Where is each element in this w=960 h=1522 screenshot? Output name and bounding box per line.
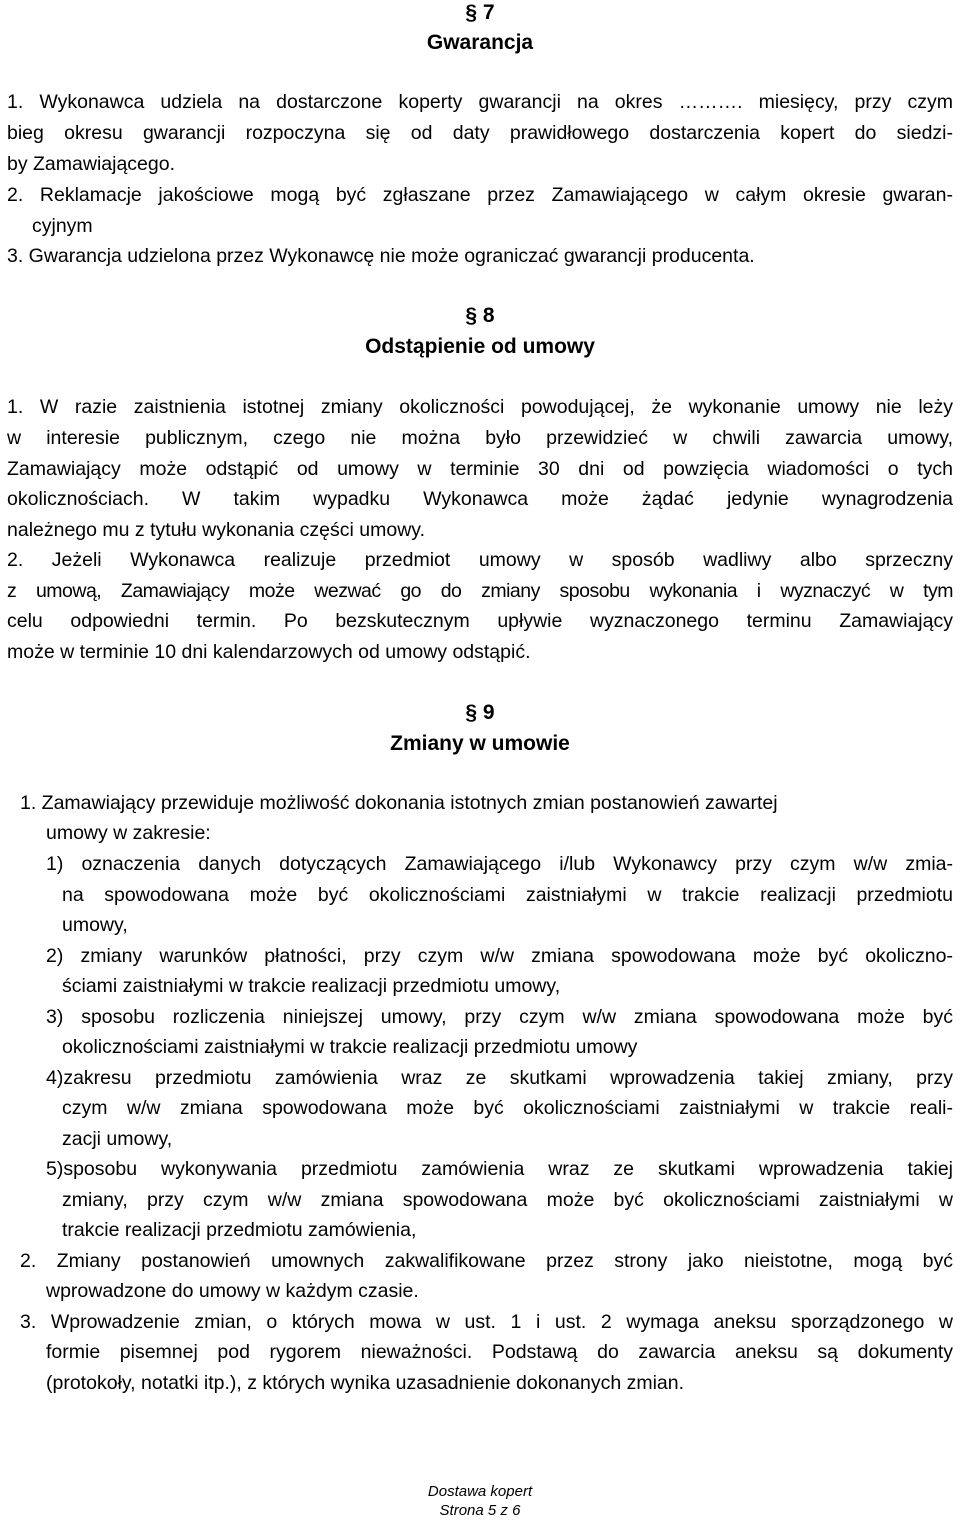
section-8-line: Zamawiający może odstąpić od umowy w terminie 30 dni od powzięcia wiadomości o tych [7, 458, 953, 480]
section-9-line: wprowadzone do umowy w każdym czasie. [46, 1280, 419, 1302]
section-8-title: Odstąpienie od umowy [365, 335, 595, 358]
section-7-title: Gwarancja [426, 31, 534, 54]
section-7-line: 3. Gwarancja udzielona przez Wykonawcę nie może ograniczać gwarancji producenta. [7, 245, 755, 267]
section-9-line: czym w/w zmiana spowodowana może być okolicznościami zaistniałymi w trakcie reali- [62, 1097, 953, 1119]
section-9-line: 2) zmiany warunków płatności, przy czym w/w zmiana spowodowana może być okoliczno- [46, 945, 953, 967]
section-7-line: 1. Wykonawca udziela na dostarczone koperty gwarancji na okres ………. miesięcy, przy czym [7, 91, 953, 113]
section-9-line: 4)zakresu przedmiotu zamówienia wraz ze skutkami wprowadzenia takiej zmiany, przy [46, 1067, 953, 1089]
section-7-line: cyjnym [32, 215, 93, 237]
section-9-line: umowy, [62, 914, 128, 936]
section-9-line: okolicznościami zaistniałymi w trakcie realizacji przedmiotu umowy [62, 1036, 638, 1058]
section-9-line: 3. Wprowadzenie zmian, o których mowa w ust. 1 i ust. 2 wymaga aneksu sporządzonego w [20, 1311, 953, 1333]
section-9-line: trakcie realizacji przedmiotu zamówienia, [62, 1219, 417, 1241]
section-7-line: by Zamawiającego. [7, 153, 175, 175]
section-9-line: 2. Zmiany postanowień umownych zakwalifikowane przez strony jako nieistotne, mogą być [20, 1250, 953, 1272]
footer-document-title: Dostawa kopert [427, 1483, 533, 1500]
section-8-number: § 8 [465, 304, 495, 327]
section-7-number: § 7 [465, 1, 495, 24]
section-9-line: umowy w zakresie: [46, 822, 211, 844]
section-9-line: (protokoły, notatki itp.), z których wynika uzasadnienie dokonanych zmian. [46, 1372, 685, 1394]
section-8-line: z umową, Zamawiający może wezwać go do zmiany sposobu wykonania i wyznaczyć w tym [7, 580, 953, 602]
section-8-line: 2. Jeżeli Wykonawca realizuje przedmiot umowy w sposób wadliwy albo sprzeczny [7, 549, 953, 571]
section-7-line: 2. Reklamacje jakościowe mogą być zgłaszane przez Zamawiającego w całym okresie gwaran- [7, 184, 953, 206]
section-9-line: 5)sposobu wykonywania przedmiotu zamówienia wraz ze skutkami wprowadzenia takiej [46, 1158, 953, 1180]
section-8-line: może w terminie 10 dni kalendarzowych od umowy odstąpić. [7, 641, 531, 663]
section-9-title: Zmiany w umowie [390, 732, 570, 755]
section-8-line: 1. W razie zaistnienia istotnej zmiany okoliczności powodującej, że wykonanie umowy nie leży [7, 396, 953, 418]
section-9-line: 1) oznaczenia danych dotyczących Zamawiającego i/lub Wykonawcy przy czym w/w zmia- [46, 853, 953, 875]
section-9-number: § 9 [465, 701, 495, 724]
section-9-line: zacji umowy, [62, 1128, 173, 1150]
section-8-line: w interesie publicznym, czego nie można było przewidzieć w chwili zawarcia umowy, [7, 427, 953, 449]
section-9-line: zmiany, przy czym w/w zmiana spowodowana może być okolicznościami zaistniałymi w [62, 1189, 953, 1211]
section-8-line: celu odpowiedni termin. Po bezskutecznym upływie wyznaczonego terminu Zamawiający [7, 610, 953, 632]
section-9-line: 3) sposobu rozliczenia niniejszej umowy, przy czym w/w zmiana spowodowana może być [46, 1006, 953, 1028]
section-8-line: okolicznościach. W takim wypadku Wykonawca może żądać jedynie wynagrodzenia [7, 488, 953, 510]
footer-page-number: Strona 5 z 6 [439, 1502, 521, 1519]
section-8-line: należnego mu z tytułu wykonania części umowy. [7, 519, 426, 541]
section-9-line: 1. Zamawiający przewiduje możliwość dokonania istotnych zmian postanowień zawartej [20, 792, 778, 814]
section-9-line: ściami zaistniałymi w trakcie realizacji przedmiotu umowy, [62, 975, 561, 997]
section-9-line: na spowodowana może być okolicznościami zaistniałymi w trakcie realizacji przedmiotu [62, 884, 953, 906]
section-9-line: formie pisemnej pod rygorem nieważności. Podstawą do zawarcia aneksu są dokumenty [46, 1341, 953, 1363]
section-7-line: bieg okresu gwarancji rozpoczyna się od daty prawidłowego dostarczenia kopert do siedzi- [7, 122, 953, 144]
